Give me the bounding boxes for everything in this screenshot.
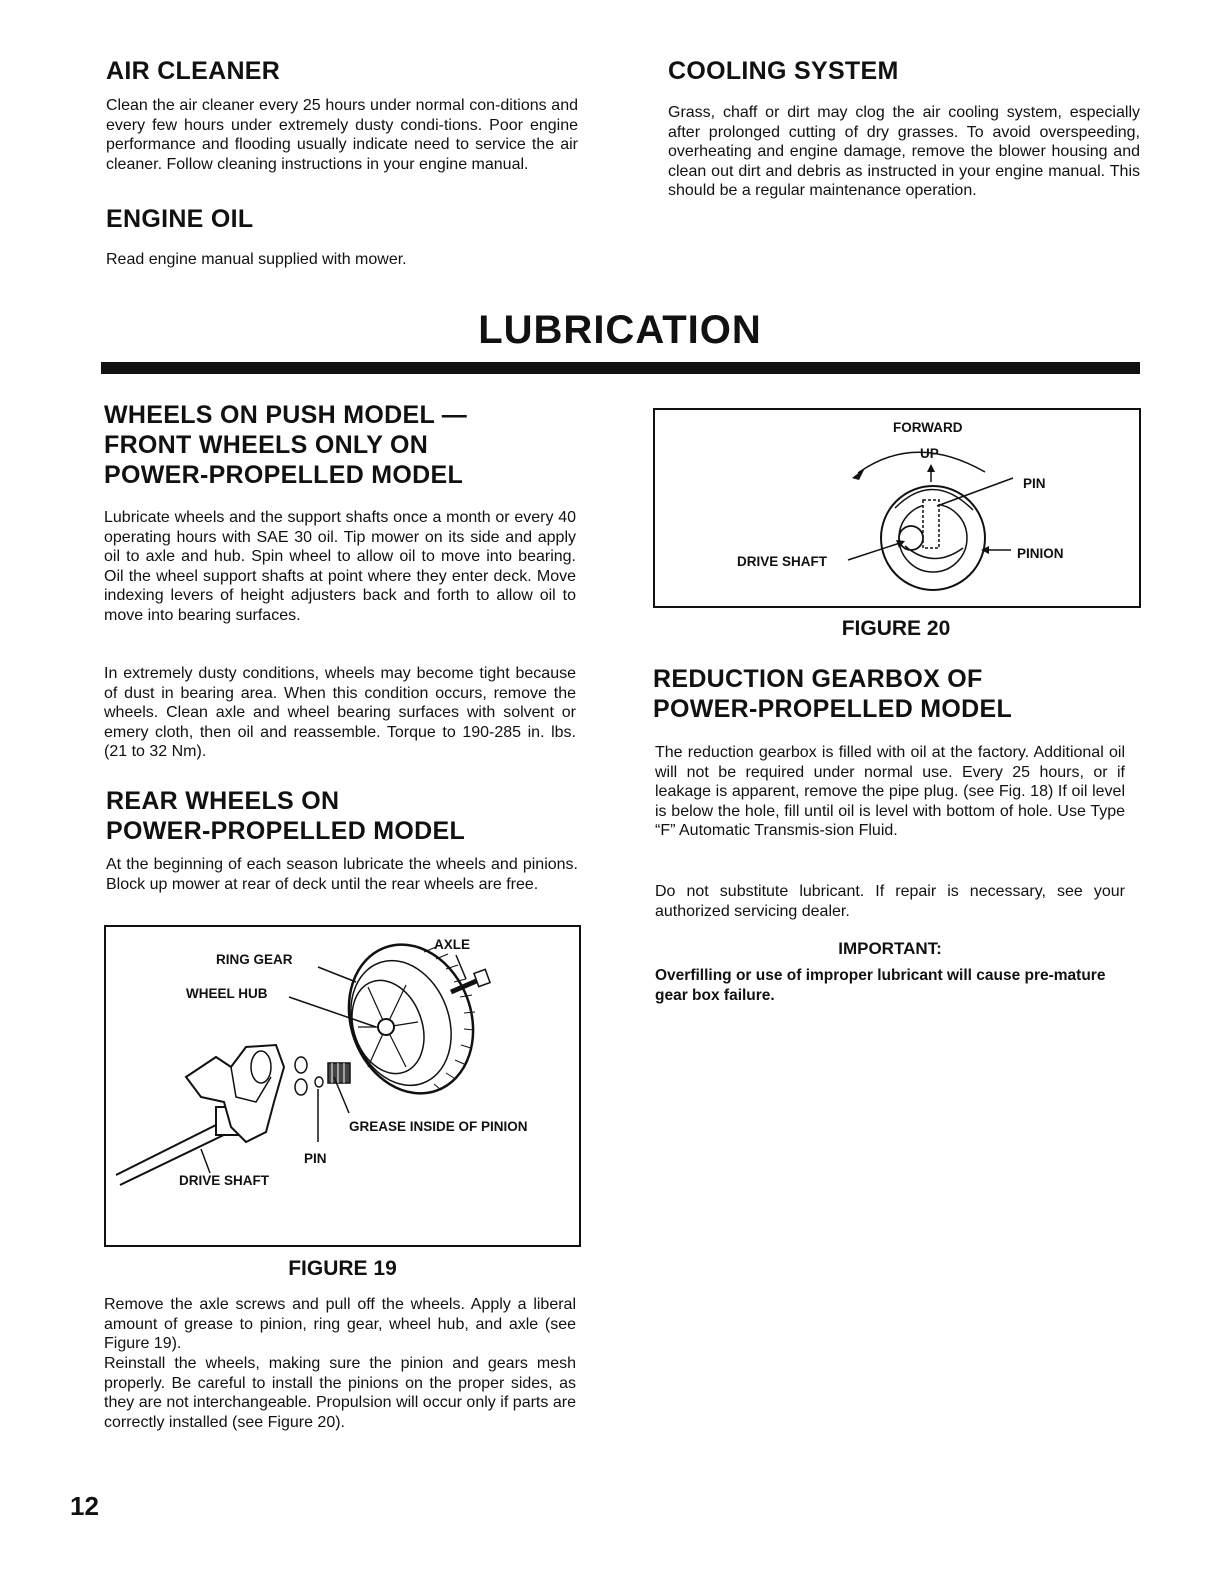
figure-19-illustration (106, 927, 579, 1245)
cooling-system-heading: COOLING SYSTEM (668, 57, 899, 85)
wheels-push-para2: In extremely dusty conditions, wheels may become tight because of dust in bearing area. When this condition occurs, remove the wheels. Clean axle and wheel bearing surfaces with solvent or emery cloth, then oil and reassemble. Torque to 190-285 in. lbs. (21 to 32 Nm). (104, 665, 576, 761)
rear-wheels-text: At the beginning of each season lubricate the wheels and pinions. Block up mower at rear of deck until the rear wheels are free. (106, 856, 578, 893)
engine-oil-text: Read engine manual supplied with mower. (106, 251, 407, 268)
fig19-ring-gear-label: RING GEAR (216, 952, 293, 967)
fig19-axle-label: AXLE (434, 937, 471, 952)
fig20-pin-label: PIN (1023, 476, 1046, 491)
lubrication-title: LUBRICATION (478, 308, 762, 352)
important-text: Overfilling or use of improper lubricant will cause pre-mature gear box failure. (655, 967, 1106, 1004)
rear-wheels-heading-line2: POWER-PROPELLED MODEL (106, 817, 466, 845)
fig19-drive-shaft-label: DRIVE SHAFT (179, 1173, 270, 1188)
rear-wheels-heading-line1: REAR WHEELS ON (106, 787, 340, 815)
rear-wheels-after-fig-para2: Reinstall the wheels, making sure the pinion and gears mesh properly. Be careful to install the pinions on the proper sides, as they are not interchangeable. Propulsion will occur only if parts are correctly installed (see Figure 20). (104, 1355, 576, 1431)
rear-wheels-after-fig-para1: Remove the axle screws and pull off the wheels. Apply a liberal amount of grease to pinion, ring gear, wheel hub, and axle (see Figure 19). (104, 1296, 576, 1353)
figure-20-caption: FIGURE 20 (841, 617, 951, 640)
figure-20-box (653, 408, 1141, 608)
gearbox-para1: The reduction gearbox is filled with oil at the factory. Additional oil will not be required under normal use. Every 25 hours, or if leakage is apparent, remove the pipe plug. (see Fig. 18) If oil level is below the hole, fill until oil is level with bottom of hole. Use Type “F” Automatic Transmis-sion Fluid. (655, 744, 1125, 840)
gearbox-para2: Do not substitute lubricant. If repair is necessary, see your authorized servicing dealer. (655, 883, 1125, 920)
figure-20-illustration (655, 410, 1139, 606)
fig20-forward-label: FORWARD (893, 420, 963, 435)
gearbox-heading-line2: POWER-PROPELLED MODEL (653, 695, 1013, 723)
page-number: 12 (70, 1491, 99, 1521)
fig19-pin-label: PIN (304, 1151, 327, 1166)
wheels-push-heading (104, 400, 467, 490)
fig20-pinion-label: PINION (1017, 546, 1064, 561)
section-divider (101, 362, 1140, 374)
wheels-push-heading-line2: FRONT WHEELS ONLY ON (104, 431, 429, 459)
figure-19-box (104, 925, 581, 1247)
fig19-wheel-hub-label: WHEEL HUB (186, 986, 268, 1001)
air-cleaner-heading: AIR CLEANER (106, 57, 281, 85)
gearbox-heading-line1: REDUCTION GEARBOX OF (653, 665, 983, 693)
fig19-grease-label: GREASE INSIDE OF PINION (349, 1119, 528, 1134)
gearbox-heading (653, 664, 1012, 724)
fig20-drive-shaft-label: DRIVE SHAFT (737, 554, 828, 569)
wheels-push-heading-line3: POWER-PROPELLED MODEL (104, 461, 464, 489)
important-title: IMPORTANT: (838, 939, 942, 958)
air-cleaner-text: Clean the air cleaner every 25 hours under normal con-ditions and every few hours under extremely dusty condi-tions. Poor engine performance and flooding usually indicate need to service the air cleaner. Follow cleaning instructions in your engine manual. (106, 97, 578, 173)
rear-wheels-heading (106, 786, 465, 846)
cooling-system-text: Grass, chaff or dirt may clog the air cooling system, especially after prolonged cutting of dry grasses. To avoid overspeeding, overheating and engine damage, remove the blower housing and clean out dirt and debris as instructed in your engine manual. This should be a regular maintenance operation. (668, 104, 1140, 200)
wheels-push-heading-line1: WHEELS ON PUSH MODEL — (104, 401, 468, 429)
engine-oil-heading: ENGINE OIL (106, 205, 254, 233)
fig20-up-label: UP (920, 446, 939, 461)
wheels-push-para1: Lubricate wheels and the support shafts once a month or every 40 operating hours with SAE 30 oil. Tip mower on its side and apply oil to axle and hub. Spin wheel to allow oil to move into bearing. Oil the wheel support shafts at point where they enter deck. Move indexing levers of height adjusters back and forth to allow oil to move into bearing surfaces. (104, 509, 576, 624)
figure-19-caption: FIGURE 19 (288, 1257, 397, 1280)
